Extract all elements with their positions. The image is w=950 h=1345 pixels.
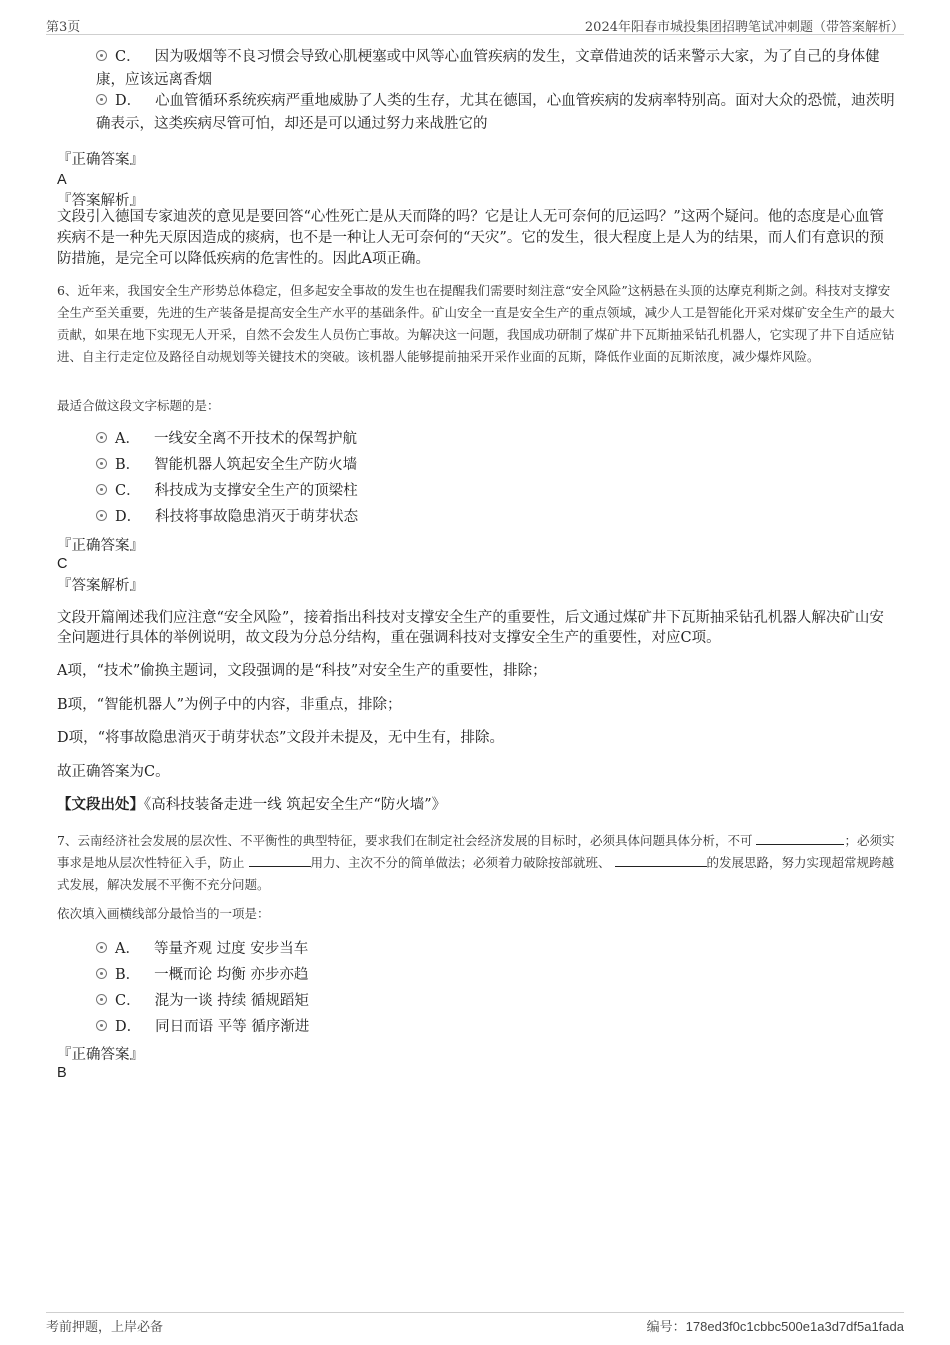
q6-option-b[interactable]: B． 智能机器人筑起安全生产防火墙 <box>96 454 896 477</box>
radio-icon[interactable] <box>96 510 107 521</box>
radio-icon[interactable] <box>96 968 107 979</box>
radio-icon[interactable] <box>96 1020 107 1031</box>
radio-icon[interactable] <box>96 94 107 105</box>
q7-stem: 7、云南经济社会发展的层次性、不平衡性的典型特征，要求我们在制定社会经济发展的目标时，必须具体问题具体分析，不可 ；必须实事求是地从层次性特征入手，防止 用力、主次不分的简单做法；必须着力破除按部就班、 的发展思路，努力实现超常规跨越式发展，解决发展不平衡不充分问题。 <box>57 833 895 892</box>
q6-option-a[interactable]: A． 一线安全离不开技术的保驾护航 <box>96 428 896 451</box>
q7-option-b[interactable]: B． 一概而论 均衡 亦步亦趋 <box>96 964 896 987</box>
q6-stem: 6、近年来，我国安全生产形势总体稳定，但多起安全事故的发生也在提醒我们需要时刻注意“安全风险”这柄悬在头顶的达摩克利斯之剑。科技对支撑安全生产至关重要，先进的生产装备是提高安全生产水平的基础条件。矿山安全一直是安全生产的重点领域，减少人工是智能化开采对煤矿安全生产的最大贡献，如果在地下实现无人开采，自然不会发生人员伤亡事故。为解决这一问题，我国成功研制了煤矿井下瓦斯抽采钻孔机器人，它实现了井下自适应钻进、自主行走定位及路径自动规划等关键技术的突破。该机器人能够提前抽采开采作业面的瓦斯，降低作业面的瓦斯浓度，减少爆炸风险。 <box>57 283 895 364</box>
q6-analysis-para: 文段开篇阐述我们应注意“安全风险”，接着指出科技对支撑安全生产的重要性，后文通过煤矿井下瓦斯抽采钻孔机器人解决矿山安全问题进行具体的举例说明，故文段为分总分结构，重在强调科技对支撑安全生产的重要性，对应C项。 <box>57 610 884 646</box>
q7-option-c[interactable]: C． 混为一谈 持续 循规蹈矩 <box>96 990 896 1013</box>
blank-1 <box>756 832 844 845</box>
radio-icon[interactable] <box>96 994 107 1005</box>
q6-prompt: 最适合做这段文字标题的是： <box>57 398 220 413</box>
source-text: 《高科技装备走进一线 筑起安全生产“防火墙”》 <box>144 797 447 813</box>
q6-analysis-para: 故正确答案为C。 <box>57 764 170 780</box>
q5-analysis: 文段引入德国专家迪茨的意见是要回答“心性死亡是从天而降的吗？它是让人无可奈何的厄运吗？”这两个疑问。他的态度是心血管疾病不是一种先天原因造成的痰病，也不是一种让人无可奈何的“天灾”。它的发生，很大程度上是人为的结果，而人们有意识的预防措施，是完全可以降低疾病的危害性的。因此A项正确。 <box>57 209 884 267</box>
blank-3 <box>615 854 707 867</box>
q6-analysis-para: B项，“智能机器人”为例子中的内容，非重点，排除； <box>57 697 402 713</box>
q5-answer: A <box>57 172 67 188</box>
radio-icon[interactable] <box>96 432 107 443</box>
source-label: 【文段出处】 <box>57 796 144 813</box>
q6-option-d[interactable]: D． 科技将事故隐患消灭于萌芽状态 <box>96 506 896 529</box>
q5-answer-label: 『正确答案』 <box>57 152 144 168</box>
q6-option-c[interactable]: C． 科技成为支撑安全生产的顶梁柱 <box>96 480 896 503</box>
q6-analysis-para: D项，“将事故隐患消灭于萌芽状态”文段并未提及，无中生有，排除。 <box>57 730 504 746</box>
q6-source <box>57 794 897 816</box>
q5-option-c[interactable]: C． 因为吸烟等不良习惯会导致心肌梗塞或中风等心血管疾病的发生，文章借迪茨的话来警示大家，为了自己的身体健康，应该远离香烟 <box>96 49 880 88</box>
q7-answer-label: 『正确答案』 <box>57 1047 144 1063</box>
q7-prompt: 依次填入画横线部分最恰当的一项是： <box>57 906 270 921</box>
q5-option-d[interactable]: D． 心血管循环系统疾病严重地威胁了人类的生存，尤其在德国，心血管疾病的发病率特别高。面对大众的恐慌，迪茨明确表示，这类疾病尽管可怕，却还是可以通过努力来战胜它的 <box>96 93 895 132</box>
radio-icon[interactable] <box>96 50 107 61</box>
footer-slogan: 考前押题，上岸必备 <box>46 1320 164 1335</box>
radio-icon[interactable] <box>96 458 107 469</box>
page-number: 第3页 <box>46 20 81 35</box>
page-footer <box>46 1312 904 1335</box>
document-title: 2024年阳春市城投集团招聘笔试冲刺题（带答案解析） <box>584 20 904 35</box>
blank-2 <box>249 854 311 867</box>
q5-analysis-label: 『答案解析』 <box>57 193 144 209</box>
q6-analysis-para: A项，“技术”偷换主题词，文段强调的是“科技”对安全生产的重要性，排除； <box>57 663 547 679</box>
q6-answer: C <box>57 556 68 572</box>
q7-answer: B <box>57 1065 67 1081</box>
q6-answer-label: 『正确答案』 <box>57 538 144 554</box>
q7-option-d[interactable]: D． 同日而语 平等 循序渐进 <box>96 1016 896 1039</box>
page-header <box>46 14 904 35</box>
radio-icon[interactable] <box>96 942 107 953</box>
radio-icon[interactable] <box>96 484 107 495</box>
document-code: 编号：178ed3f0c1cbbc500e1a3d7df5a1fada <box>646 1319 904 1335</box>
q7-option-a[interactable]: A． 等量齐观 过度 安步当车 <box>96 938 896 961</box>
q6-analysis-label: 『答案解析』 <box>57 578 144 594</box>
